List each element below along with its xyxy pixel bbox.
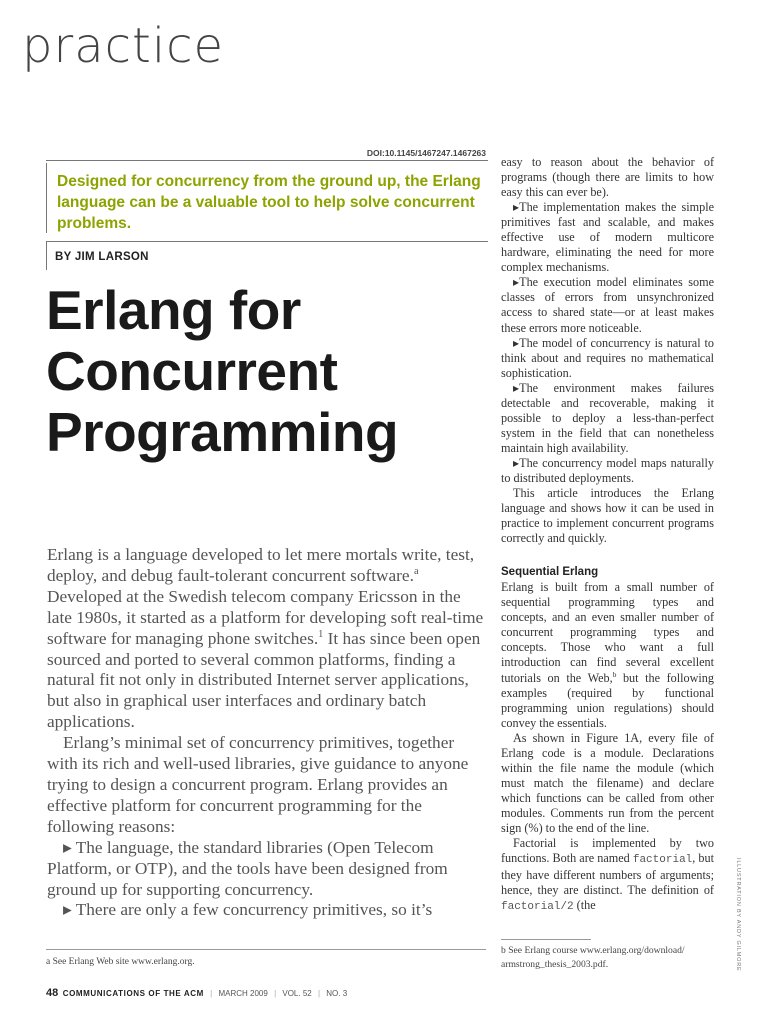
issue-number: NO. 3 [326,989,348,998]
separator: | [317,989,321,998]
citation-ref-1[interactable]: 1 [318,628,324,640]
triangle-bullet-icon: ▸ [513,275,520,290]
standfirst: Designed for concurrency from the ground up, the Erlang language can be a valuable tool to help solve concurrent problems. [57,173,481,232]
separator: | [274,989,277,998]
footnote-ref-a[interactable]: a [413,566,419,578]
footnote-rule [501,939,591,940]
standfirst-box [46,163,489,233]
bullet-item: ▸The concurrency model maps naturally to distributed deployments. [501,455,714,485]
triangle-bullet-icon: ▸ [513,200,520,215]
code-inline: factorial [632,854,693,867]
intro-text [47,545,487,921]
bullet-item: ▸The execution model eliminates some classes of errors from unsynchronized access to shared state—or at least makes these errors more noticeable. [501,275,714,335]
right-column [501,155,714,915]
footnote-a: a See Erlang Web site www.erlang.org. [46,957,195,967]
triangle-bullet-icon: ▸ [513,335,520,350]
page-number: 48 [46,987,59,999]
illustration-credit [733,860,743,970]
footnote-b: b See Erlang course www.erlang.org/download/ armstrong_thesis_2003.pdf. [501,945,685,970]
title-line: Programming [46,401,399,463]
triangle-bullet-icon: ▸ [513,455,520,470]
volume: VOL. 52 [282,989,312,998]
paragraph: easy to reason about the behavior of programs (though there are limits to how easy this can ever be). [501,155,714,200]
credit-text: ILLUSTRATION BY ANDY GILMORE [735,858,741,972]
page-footer [46,987,347,999]
byline: BY JIM LARSON [46,242,149,270]
journal-name: COMMUNICATIONS OF THE ACM [62,989,204,998]
top-rule [46,160,488,161]
paragraph: Factorial is implemented by two functions. Both are named factorial, but they have different numbers of arguments; hence, they are distinct. The definition of factorial/2 (the [501,836,714,914]
triangle-bullet-icon: ▸ [513,380,520,395]
bullet-item: ▸ There are only a few concurrency primitives, so it’s [63,900,433,920]
bullet-item: ▸The environment makes failures detectable and recoverable, making it possible to deploy a less-than-perfect system in the field that can nonetheless maintain high availability. [501,380,714,455]
footnote-rule [46,949,486,950]
bullet-item: ▸ The language, the standard libraries (Open Telecom Platform, or OTP), and the tools have been designed from ground up for supporting concurrency. [47,837,448,899]
article-title [46,280,496,463]
section-label: practice [22,18,225,74]
intro-paragraph-1: Erlang is a language developed to let mere mortals write, test, deploy, and debug fault-tolerant concurrent software.$^a$ Developed at the Swedish telecom company Ericsson in the late 1980s, it started as a platform for developing soft real-time software for managing phone switches.$^1$ It has since been open sourced and ported to several common platforms, finding a natural fit not only in distributed Internet server applications, but also in graphical user interfaces and ordinary batch applications. [47,545,484,732]
section-heading: Sequential Erlang [501,566,599,579]
code-inline: factorial/2 [501,901,574,914]
triangle-bullet-icon: ▸ [63,837,72,857]
paragraph: Erlang is built from a small number of sequential programming types and concepts, and an even smaller number of concurrent programming types and concepts. Those who want a full introduction can find several excellent tutorials on the Web,$^b$ but the following examples (required by functional programming union regulations) should convey the essentials. [501,580,714,730]
separator: | [210,989,213,998]
footnote-ref-b[interactable]: b [612,669,617,679]
byline-box [46,241,488,272]
doi[interactable]: DOI:10.1145/1467247.1467263 [366,148,486,158]
bullet-item: ▸The implementation makes the simple primitives fast and scalable, and makes effective use of modern multicore hardware, eliminating the need for more complex mechanisms. [501,200,714,275]
paragraph: This article introduces the Erlang language and shows how it can be used in practice to implement concurrent programs correctly and quickly. [501,486,714,546]
bullet-item: ▸The model of concurrency is natural to think about and requires no mathematical sophistication. [501,335,714,380]
issue-date: MARCH 2009 [218,989,268,998]
title-line: Erlang for [46,279,301,341]
title-line: Concurrent [46,340,338,402]
triangle-bullet-icon: ▸ [63,900,72,920]
intro-paragraph-2: Erlang’s minimal set of concurrency primitives, together with its rich and well-used libraries, give guidance to anyone trying to design a concurrent program. Erlang provides an effective platform for concurrent programming for the following reasons: [47,733,469,836]
paragraph: As shown in Figure 1A, every file of Erlang code is a module. Declarations within the file name the module (which must match the filename) and declare which functions can be called from other modules. Comments run from the percent sign (%) to the end of the line. [501,730,714,835]
